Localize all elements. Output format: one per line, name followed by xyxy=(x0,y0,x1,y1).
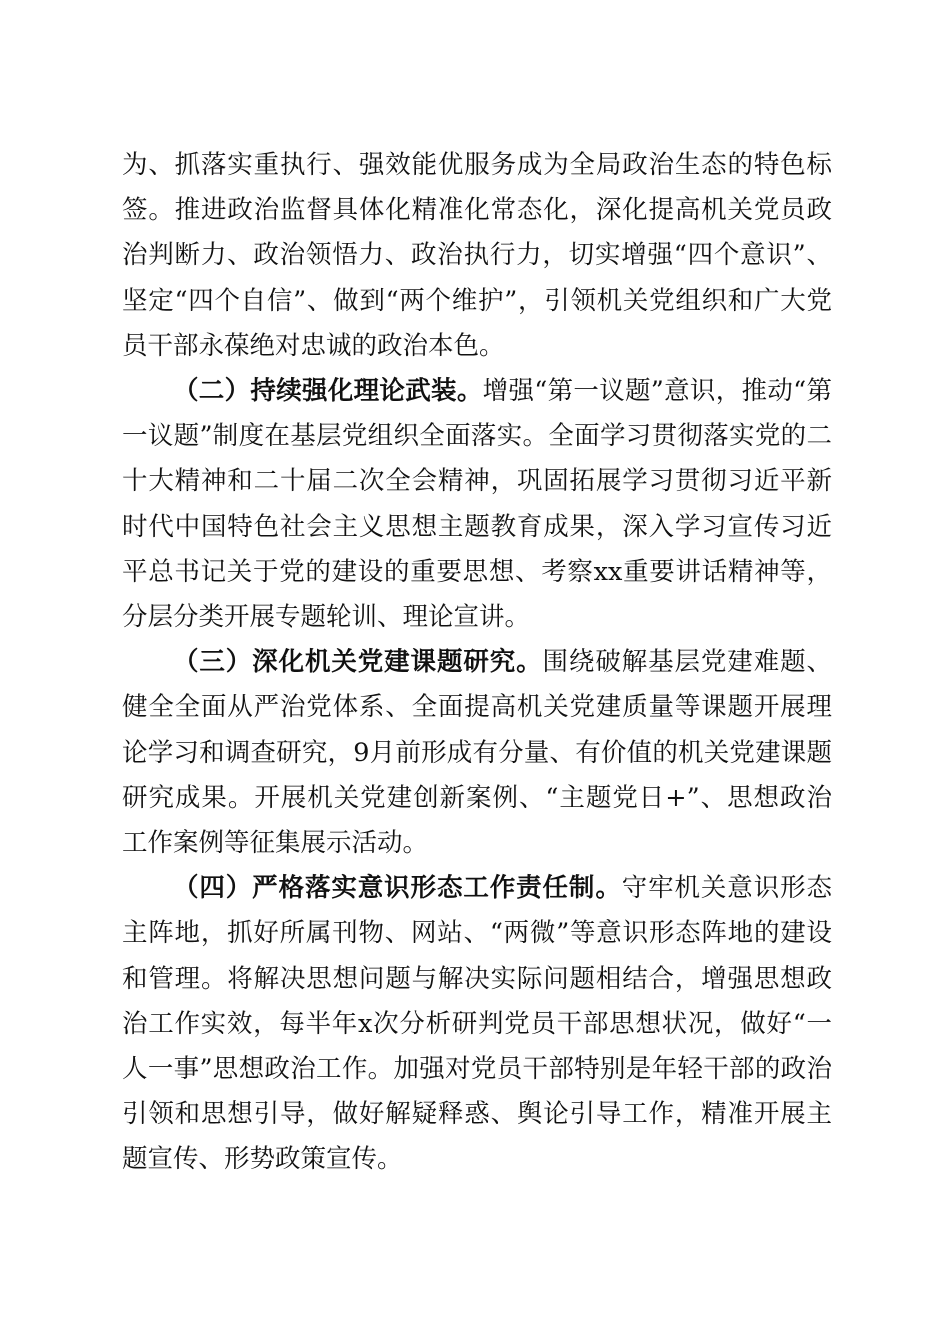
paragraph-text: 为、抓落实重执行、强效能优服务成为全局政治生态的特色标签。推进政治监督具体化精准化常态化，深化提高机关党员政治判断力、政治领悟力、政治执行力，切实增强“四个意识”、坚定“四个自信”、做到“两个维护”，引领机关党组织和广大党员干部永葆绝对忠诚的政治本色。 xyxy=(122,150,832,361)
paragraph-text: 增强“第一议题”意识，推动“第一议题”制度在基层党组织全面落实。全面学习贯彻落实党的二十大精神和二十届二次全会精神，巩固拓展学习贯彻习近平新时代中国特色社会主义思想主题教育成果，深入学习宣传习近平总书记关于党的建设的重要思想、考察xx重要讲话精神等，分层分类开展专题轮训、理论宣讲。 xyxy=(122,376,832,633)
paragraph-party-research xyxy=(122,640,832,866)
paragraph-heading: （二）持续强化理论武装。 xyxy=(173,376,483,407)
document-body xyxy=(122,143,832,1183)
paragraph-heading: （三）深化机关党建课题研究。 xyxy=(173,647,543,678)
paragraph-text: 守牢机关意识形态主阵地，抓好所属刊物、网站、“两微”等意识形态阵地的建设和管理。将解决思想问题与解决实际问题相结合，增强思想政治工作实效，每半年x次分析研判党员干部思想状况，做好“一人一事”思想政治工作。加强对党员干部特别是年轻干部的政治引领和思想引导，做好解疑释惑、舆论引导工作，精准开展主题宣传、形势政策宣传。 xyxy=(122,873,832,1175)
paragraph-continuation xyxy=(122,143,832,369)
paragraph-ideology-responsibility xyxy=(122,866,832,1182)
paragraph-heading: （四）严格落实意识形态工作责任制。 xyxy=(173,873,622,904)
paragraph-text: 围绕破解基层党建难题、健全全面从严治党体系、全面提高机关党建质量等课题开展理论学习和调查研究，9月前形成有分量、有价值的机关党建课题研究成果。开展机关党建创新案例、“主题党日+”、思想政治工作案例等征集展示活动。 xyxy=(122,647,832,859)
paragraph-theory-arming xyxy=(122,369,832,640)
